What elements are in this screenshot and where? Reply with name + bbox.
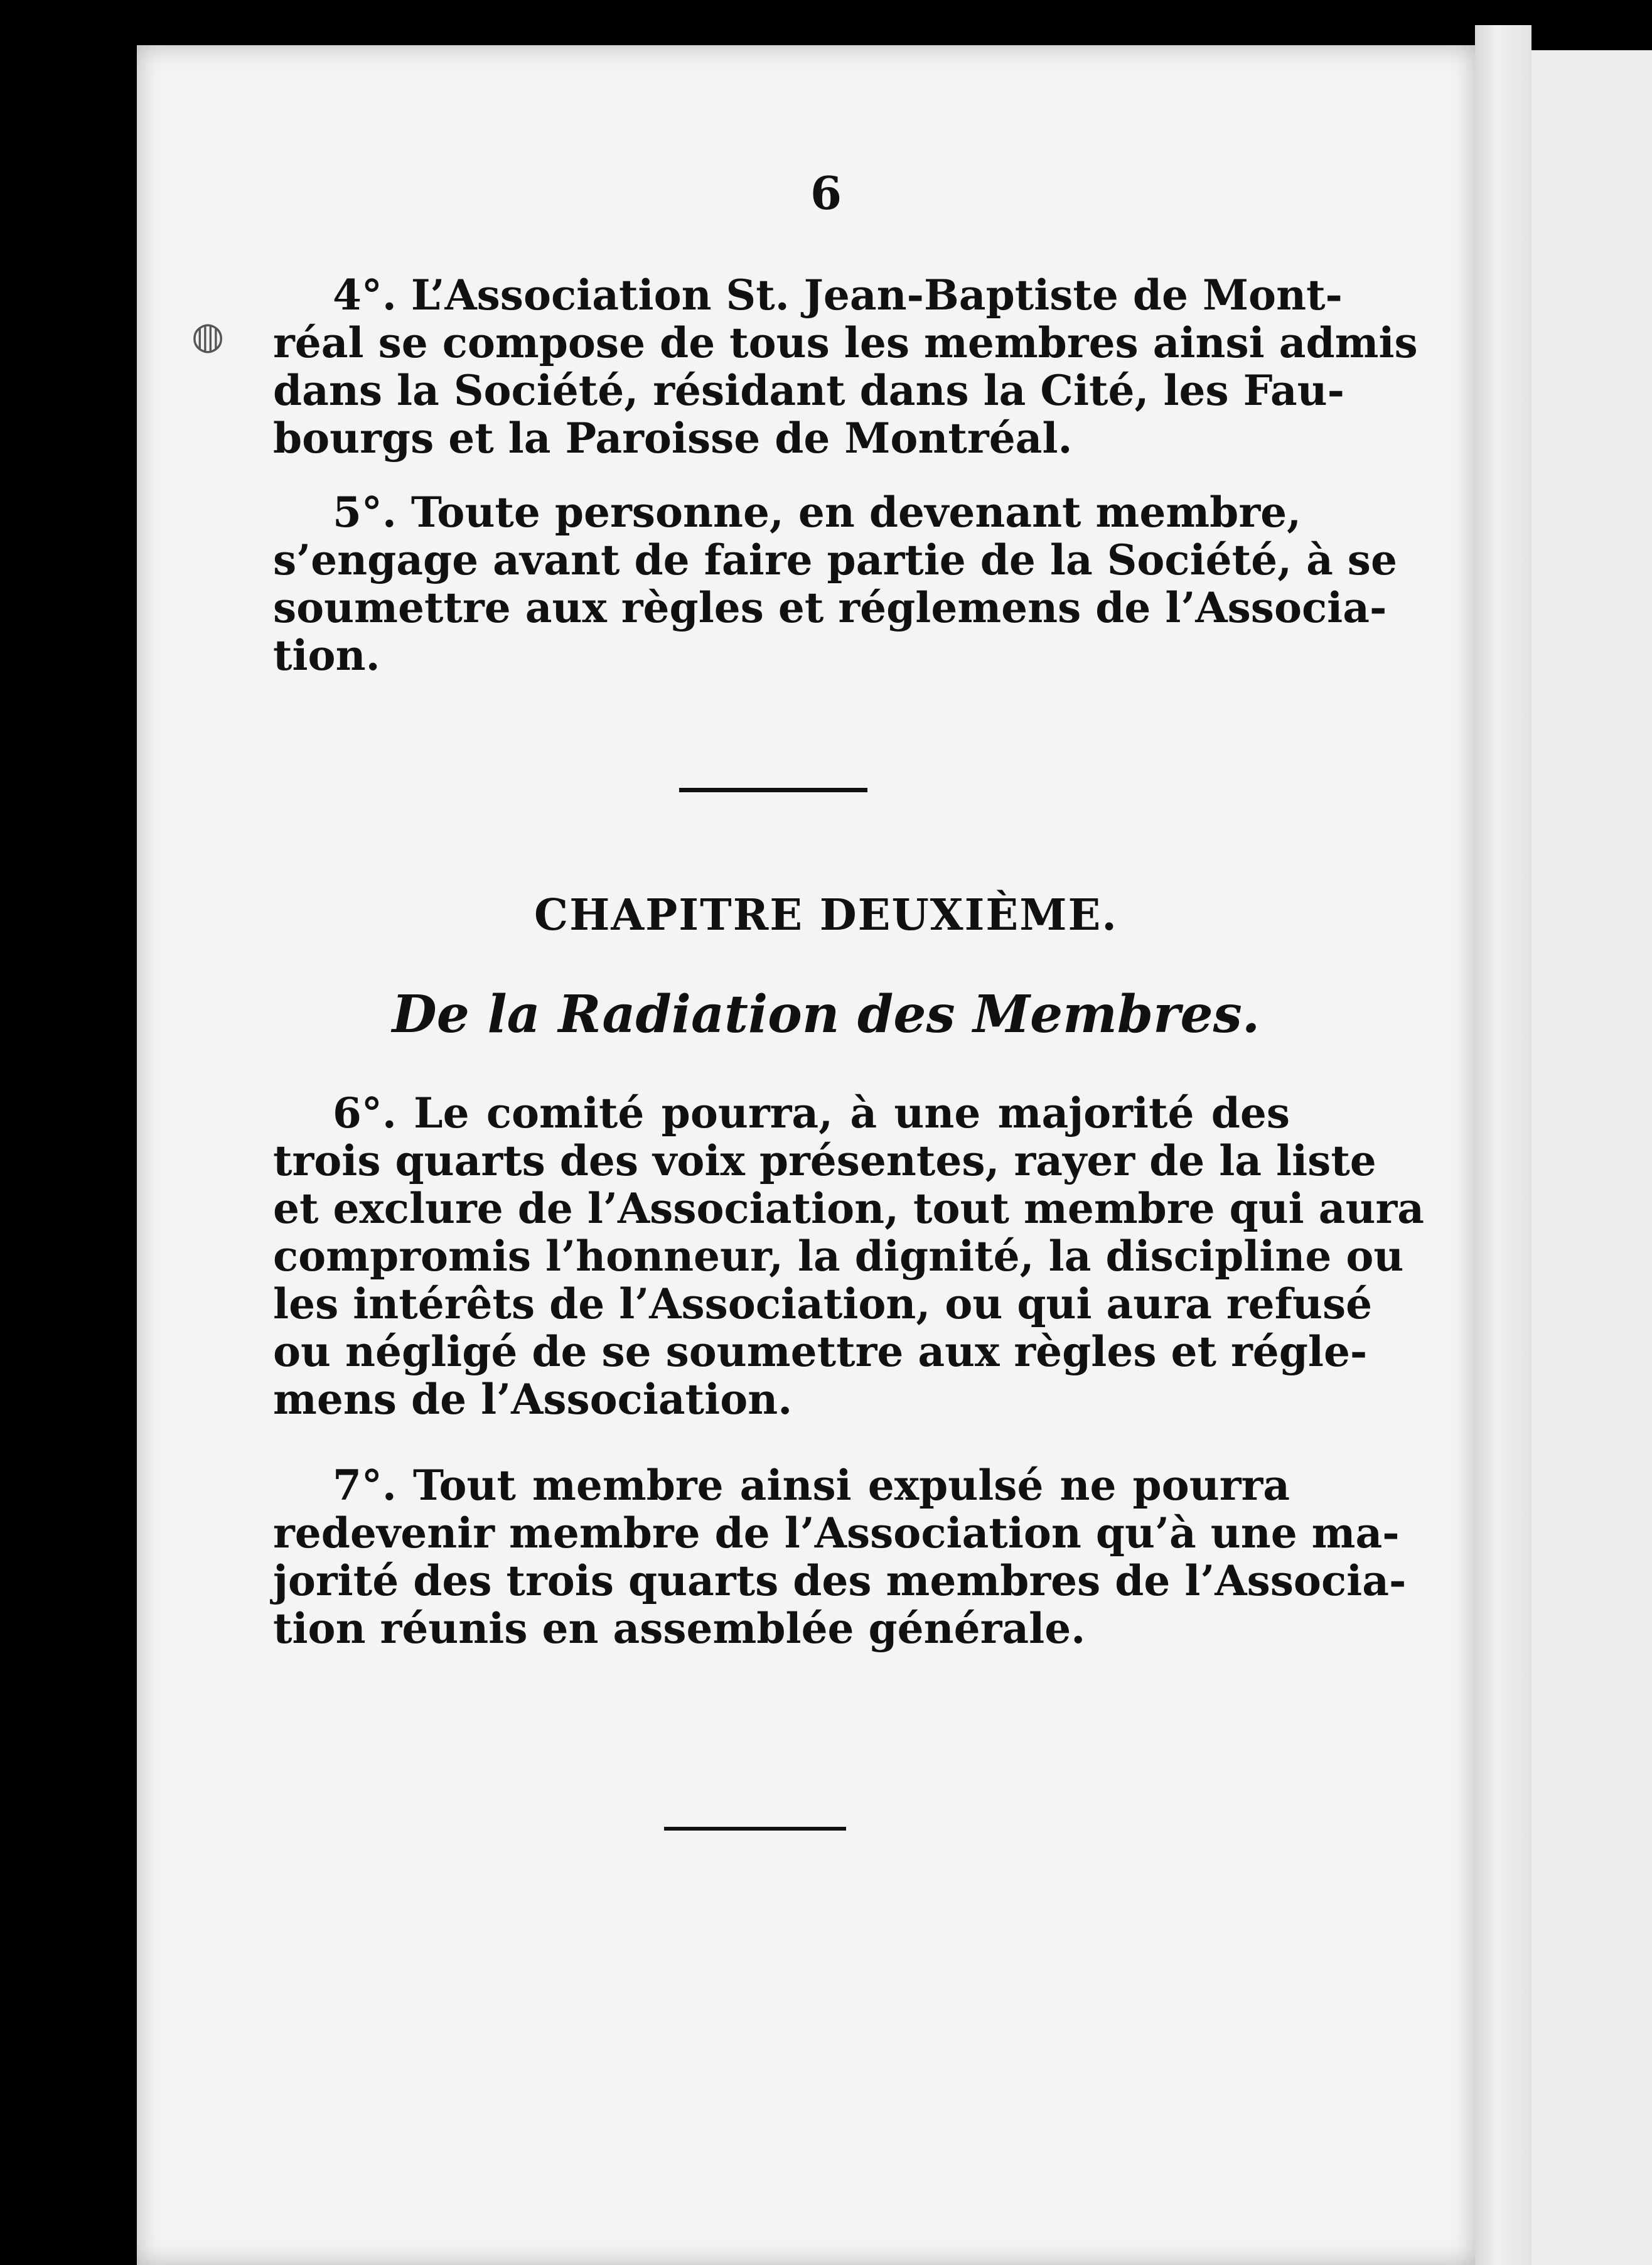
article-4-line-3: dans la Société, résidant dans la Cité, les Fau- xyxy=(273,366,1345,415)
article-7-line-2: redevenir membre de l’Association qu’à une ma- xyxy=(273,1509,1400,1558)
article-6-line-3: et exclure de l’Association, tout membre qui aura xyxy=(273,1184,1425,1233)
article-7 xyxy=(273,1461,1407,1653)
article-5-line-1: 5°. Toute personne, en devenant membre, xyxy=(333,488,1302,537)
section-divider-bottom xyxy=(664,1827,846,1831)
article-7-line-3: jorité des trois quarts des membres de l’Associa- xyxy=(273,1556,1407,1605)
page-gutter xyxy=(1475,25,1531,2265)
chapter-title: CHAPITRE DEUXIÈME. xyxy=(534,890,1118,940)
article-6-line-6: ou négligé de se soumettre aux règles et régle- xyxy=(273,1327,1368,1376)
article-4-line-4: bourgs et la Paroisse de Montréal. xyxy=(273,414,1073,463)
article-7-line-4: tion réunis en assemblée générale. xyxy=(273,1604,1086,1653)
article-5 xyxy=(273,488,1397,680)
article-6-line-2: trois quarts des voix présentes, rayer de la liste xyxy=(273,1136,1376,1185)
page-number: 6 xyxy=(810,166,842,220)
article-6 xyxy=(273,1089,1425,1424)
article-4-line-2: réal se compose de tous les membres ainsi admis xyxy=(273,318,1418,367)
article-6-line-7: mens de l’Association. xyxy=(273,1375,793,1424)
article-6-line-5: les intérêts de l’Association, ou qui aura refusé xyxy=(273,1279,1373,1328)
article-4-line-1: 4°. L’Association St. Jean-Baptiste de Mont- xyxy=(333,271,1343,320)
article-7-line-1: 7°. Tout membre ainsi expulsé ne pourra xyxy=(333,1461,1290,1510)
chapter-subtitle: De la Radiation des Membres. xyxy=(392,984,1260,1045)
article-5-line-4: tion. xyxy=(273,631,380,680)
stain-mark: ◍ xyxy=(191,314,225,358)
article-4 xyxy=(273,271,1418,463)
article-5-line-2: s’engage avant de faire partie de la Société, à se xyxy=(273,535,1397,584)
article-6-line-4: compromis l’honneur, la dignité, la discipline ou xyxy=(273,1232,1404,1281)
article-5-line-3: soumettre aux règles et réglemens de l’Associa- xyxy=(273,583,1387,632)
section-divider-top xyxy=(679,788,867,792)
article-6-line-1: 6°. Le comité pourra, à une majorité des xyxy=(333,1089,1290,1138)
